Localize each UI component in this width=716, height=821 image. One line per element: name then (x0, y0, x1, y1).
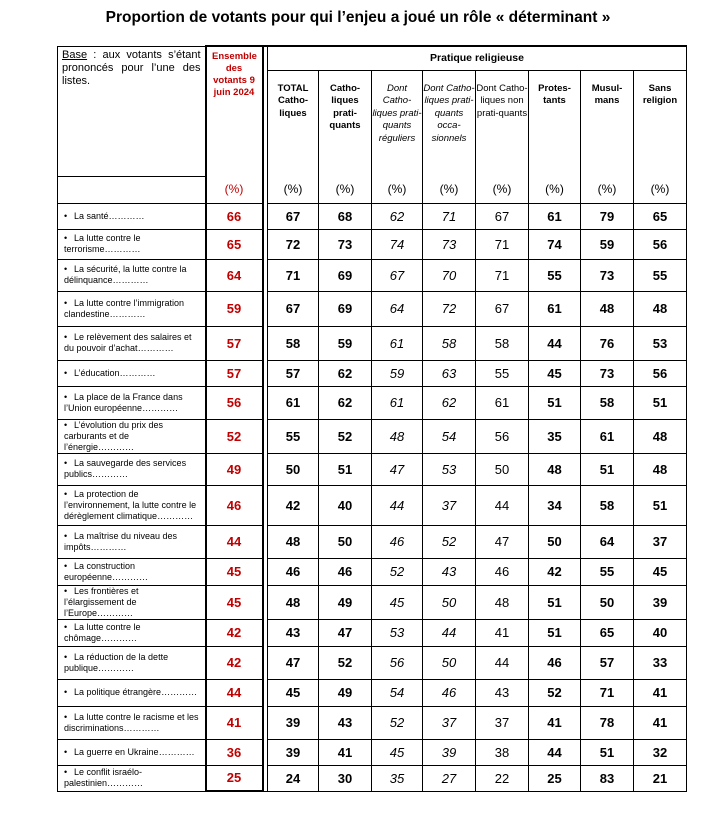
leader-dots: ………… (158, 746, 195, 757)
value-cell: 50 (476, 453, 529, 485)
row-label-text: La place de la France dans l’Union européenne (64, 391, 183, 413)
ensemble-value: 57 (206, 326, 263, 360)
pratique-header: Pratique religieuse (268, 46, 687, 70)
value-cell: 79 (581, 203, 634, 229)
value-cell: 37 (423, 706, 476, 739)
value-cell: 45 (372, 585, 423, 619)
value-cell: 71 (476, 229, 529, 259)
column-header: TOTAL Catho-liques (268, 70, 319, 176)
ensemble-value: 52 (206, 419, 263, 453)
value-cell: 34 (529, 485, 581, 525)
value-cell: 56 (476, 419, 529, 453)
table-row (58, 259, 687, 291)
value-cell: 61 (372, 326, 423, 360)
value-cell: 48 (634, 453, 687, 485)
value-cell: 65 (634, 203, 687, 229)
value-cell: 22 (476, 765, 529, 791)
table-row (58, 525, 687, 558)
value-cell: 58 (423, 326, 476, 360)
ensemble-value: 44 (206, 525, 263, 558)
value-cell: 71 (581, 679, 634, 706)
value-cell: 51 (634, 485, 687, 525)
value-cell: 61 (476, 386, 529, 419)
value-cell: 46 (268, 558, 319, 585)
ensemble-value: 42 (206, 619, 263, 646)
table-row (58, 386, 687, 419)
row-label (58, 326, 206, 360)
ensemble-value: 59 (206, 291, 263, 326)
table-row (58, 679, 687, 706)
value-cell: 33 (634, 646, 687, 679)
value-cell: 46 (372, 525, 423, 558)
leader-dots: ………… (142, 402, 179, 413)
value-cell: 50 (423, 585, 476, 619)
value-cell: 64 (581, 525, 634, 558)
row-label-text: Les frontières et l’élargissement de l’Europe (64, 585, 139, 618)
bullet-icon: • (64, 687, 68, 697)
value-cell: 46 (319, 558, 372, 585)
value-cell: 37 (423, 485, 476, 525)
value-cell: 57 (268, 360, 319, 386)
row-label (58, 453, 206, 485)
ensemble-header-label: Ensemble des votants 9 juin 2024 (212, 51, 257, 98)
bullet-icon: • (64, 711, 68, 722)
value-cell: 40 (634, 619, 687, 646)
value-cell: 53 (423, 453, 476, 485)
ensemble-value: 45 (206, 585, 263, 619)
row-label-text: Le conflit israélo-palestinien (64, 767, 143, 788)
value-cell: 73 (423, 229, 476, 259)
value-cell: 45 (634, 558, 687, 585)
leader-dots: ………… (161, 687, 198, 697)
value-cell: 35 (529, 419, 581, 453)
value-cell: 43 (423, 558, 476, 585)
table-row (58, 619, 687, 646)
value-cell: 71 (423, 203, 476, 229)
bullet-icon: • (64, 367, 68, 378)
leader-dots: ………… (157, 510, 194, 521)
bullet-icon: • (64, 210, 68, 221)
value-cell: 47 (268, 646, 319, 679)
unit-label: (%) (634, 176, 687, 203)
table-row (58, 326, 687, 360)
base-label: Base (62, 48, 88, 61)
value-cell: 47 (372, 453, 423, 485)
unit-label: (%) (423, 176, 476, 203)
leader-dots: ………… (90, 541, 127, 552)
value-cell: 53 (372, 619, 423, 646)
bullet-icon: • (64, 458, 68, 468)
value-cell: 44 (476, 646, 529, 679)
row-label-text: Le relèvement des salaires et du pouvoir d’achat (64, 332, 192, 353)
leader-dots: ………… (104, 244, 141, 254)
value-cell: 59 (372, 360, 423, 386)
value-cell: 61 (581, 419, 634, 453)
base-note (58, 46, 206, 176)
leader-dots: ………… (137, 343, 174, 353)
table-row (58, 229, 687, 259)
value-cell: 43 (476, 679, 529, 706)
row-label (58, 360, 206, 386)
ensemble-header (206, 46, 263, 176)
value-cell: 44 (372, 485, 423, 525)
column-header: Musul-mans (581, 70, 634, 176)
row-label (58, 739, 206, 765)
value-cell: 49 (319, 585, 372, 619)
value-cell: 56 (372, 646, 423, 679)
ensemble-value: 44 (206, 679, 263, 706)
value-cell: 67 (476, 203, 529, 229)
value-cell: 44 (529, 739, 581, 765)
table-row (58, 765, 687, 791)
value-cell: 50 (529, 525, 581, 558)
bullet-icon: • (64, 560, 68, 571)
value-cell: 32 (634, 739, 687, 765)
value-cell: 37 (476, 706, 529, 739)
value-cell: 55 (529, 259, 581, 291)
row-label (58, 203, 206, 229)
ensemble-value: 66 (206, 203, 263, 229)
value-cell: 50 (319, 525, 372, 558)
value-cell: 61 (529, 203, 581, 229)
value-cell: 39 (423, 739, 476, 765)
value-cell: 50 (581, 585, 634, 619)
table-row (58, 453, 687, 485)
value-cell: 51 (529, 619, 581, 646)
value-cell: 51 (581, 739, 634, 765)
value-cell: 54 (372, 679, 423, 706)
value-cell: 56 (634, 360, 687, 386)
value-cell: 48 (268, 525, 319, 558)
row-label (58, 291, 206, 326)
bullet-icon: • (64, 332, 68, 342)
table-row (58, 419, 687, 453)
value-cell: 47 (476, 525, 529, 558)
value-cell: 61 (529, 291, 581, 326)
ensemble-value: 42 (206, 646, 263, 679)
value-cell: 67 (476, 291, 529, 326)
value-cell: 52 (372, 706, 423, 739)
ensemble-value: 49 (206, 453, 263, 485)
value-cell: 52 (423, 525, 476, 558)
value-cell: 42 (268, 485, 319, 525)
value-cell: 69 (319, 291, 372, 326)
value-cell: 35 (372, 765, 423, 791)
leader-dots: ………… (92, 469, 129, 479)
table-row (58, 360, 687, 386)
bullet-icon: • (64, 419, 68, 430)
value-cell: 71 (268, 259, 319, 291)
value-cell: 45 (268, 679, 319, 706)
value-cell: 43 (268, 619, 319, 646)
row-label-text: La lutte contre le chômage (64, 621, 141, 643)
value-cell: 30 (319, 765, 372, 791)
value-cell: 51 (529, 585, 581, 619)
value-cell: 70 (423, 259, 476, 291)
bullet-icon: • (64, 297, 68, 308)
column-header: Dont Catho-liques prati-quants réguliers (372, 70, 423, 176)
value-cell: 38 (476, 739, 529, 765)
results-table (57, 45, 687, 792)
value-cell: 40 (319, 485, 372, 525)
table-row (58, 203, 687, 229)
value-cell: 56 (634, 229, 687, 259)
value-cell: 46 (423, 679, 476, 706)
value-cell: 51 (319, 453, 372, 485)
column-header: Protes-tants (529, 70, 581, 176)
value-cell: 62 (372, 203, 423, 229)
bullet-icon: • (64, 488, 68, 499)
value-cell: 55 (634, 259, 687, 291)
row-label (58, 229, 206, 259)
row-label-text: La réduction de la dette publique (64, 651, 169, 673)
value-cell: 73 (581, 360, 634, 386)
row-label-text: La sécurité, la lutte contre la délinquance (64, 264, 187, 285)
value-cell: 51 (529, 386, 581, 419)
value-cell: 27 (423, 765, 476, 791)
row-label (58, 386, 206, 419)
leader-dots: ………… (123, 722, 160, 733)
row-label (58, 619, 206, 646)
ensemble-value: 46 (206, 485, 263, 525)
value-cell: 61 (268, 386, 319, 419)
value-cell: 46 (476, 558, 529, 585)
value-cell: 83 (581, 765, 634, 791)
value-cell: 44 (423, 619, 476, 646)
value-cell: 57 (581, 646, 634, 679)
ensemble-value: 36 (206, 739, 263, 765)
unit-label: (%) (529, 176, 581, 203)
column-header: Dont Catho-liques non prati-quants (476, 70, 529, 176)
leader-dots: ………… (97, 607, 134, 618)
row-label-text: La santé (74, 210, 109, 221)
value-cell: 48 (581, 291, 634, 326)
value-cell: 39 (268, 739, 319, 765)
value-cell: 49 (319, 679, 372, 706)
value-cell: 63 (423, 360, 476, 386)
value-cell: 50 (268, 453, 319, 485)
value-cell: 67 (268, 203, 319, 229)
unit-label: (%) (206, 176, 263, 203)
value-cell: 73 (581, 259, 634, 291)
value-cell: 50 (423, 646, 476, 679)
ensemble-value: 25 (206, 765, 263, 791)
value-cell: 48 (529, 453, 581, 485)
value-cell: 48 (268, 585, 319, 619)
row-label-text: La lutte contre le terrorisme (64, 233, 141, 254)
value-cell: 43 (319, 706, 372, 739)
value-cell: 65 (581, 619, 634, 646)
unit-label: (%) (268, 176, 319, 203)
leader-dots: ………… (98, 441, 135, 452)
value-cell: 55 (581, 558, 634, 585)
row-label (58, 485, 206, 525)
ensemble-value: 65 (206, 229, 263, 259)
column-header: Sans religion (634, 70, 687, 176)
value-cell: 39 (268, 706, 319, 739)
table-row (58, 646, 687, 679)
bullet-icon: • (64, 621, 68, 632)
value-cell: 37 (634, 525, 687, 558)
row-label-text: La lutte contre l’immigration clandestine (64, 297, 185, 319)
value-cell: 67 (372, 259, 423, 291)
row-label-text: La lutte contre le racisme et les discriminations (64, 711, 199, 733)
row-label (58, 259, 206, 291)
row-label (58, 765, 206, 791)
table-row (58, 485, 687, 525)
value-cell: 51 (634, 386, 687, 419)
value-cell: 44 (529, 326, 581, 360)
value-cell: 42 (529, 558, 581, 585)
value-cell: 52 (529, 679, 581, 706)
value-cell: 41 (634, 679, 687, 706)
value-cell: 72 (268, 229, 319, 259)
row-label (58, 679, 206, 706)
row-label (58, 558, 206, 585)
row-label (58, 585, 206, 619)
value-cell: 53 (634, 326, 687, 360)
bullet-icon: • (64, 391, 68, 402)
row-label-text: L’évolution du prix des carburants et de l’énergie (64, 419, 164, 452)
value-cell: 64 (372, 291, 423, 326)
bullet-icon: • (64, 233, 68, 243)
table-row (58, 739, 687, 765)
value-cell: 62 (319, 360, 372, 386)
value-cell: 39 (634, 585, 687, 619)
value-cell: 58 (581, 386, 634, 419)
table-row (58, 706, 687, 739)
value-cell: 54 (423, 419, 476, 453)
row-label-text: La politique étrangère (74, 687, 162, 697)
leader-dots: ………… (112, 275, 149, 285)
value-cell: 45 (529, 360, 581, 386)
value-cell: 52 (372, 558, 423, 585)
ensemble-value: 41 (206, 706, 263, 739)
value-cell: 46 (529, 646, 581, 679)
bullet-icon: • (64, 530, 68, 541)
page-title: Proportion de votants pour qui l’enjeu a joué un rôle « déterminant » (105, 9, 611, 26)
bullet-icon: • (64, 767, 68, 777)
row-label (58, 419, 206, 453)
value-cell: 69 (319, 259, 372, 291)
bullet-icon: • (64, 585, 68, 596)
row-label-text: La maîtrise du niveau des impôts (64, 530, 178, 552)
value-cell: 59 (319, 326, 372, 360)
unit-label: (%) (372, 176, 423, 203)
value-cell: 58 (581, 485, 634, 525)
value-cell: 58 (268, 326, 319, 360)
row-label-text: La sauvegarde des services publics (64, 458, 187, 479)
value-cell: 74 (372, 229, 423, 259)
ensemble-value: 57 (206, 360, 263, 386)
table-row (58, 585, 687, 619)
leader-dots: ………… (112, 571, 149, 582)
value-cell: 45 (372, 739, 423, 765)
row-label (58, 646, 206, 679)
row-label-text: La guerre en Ukraine (74, 746, 159, 757)
value-cell: 44 (476, 485, 529, 525)
value-cell: 41 (529, 706, 581, 739)
base-text: : aux votants s’étant prononcés pour l’une des listes. (62, 48, 201, 87)
leader-dots: ………… (108, 210, 145, 221)
value-cell: 25 (529, 765, 581, 791)
value-cell: 48 (634, 291, 687, 326)
row-label-text: La protection de l’environnement, la lutte contre le dérèglement climatique (64, 488, 197, 521)
leader-dots: ………… (119, 367, 156, 378)
value-cell: 59 (581, 229, 634, 259)
leader-dots: ………… (107, 778, 144, 788)
column-header: Dont Catho-liques prati-quants occa-sionnels (423, 70, 476, 176)
value-cell: 48 (634, 419, 687, 453)
value-cell: 21 (634, 765, 687, 791)
leader-dots: ………… (101, 632, 138, 643)
value-cell: 41 (634, 706, 687, 739)
value-cell: 51 (581, 453, 634, 485)
value-cell: 62 (319, 386, 372, 419)
unit-label: (%) (476, 176, 529, 203)
value-cell: 76 (581, 326, 634, 360)
column-header: Catho-liques prati-quants (319, 70, 372, 176)
value-cell: 62 (423, 386, 476, 419)
value-cell: 67 (268, 291, 319, 326)
ensemble-value: 56 (206, 386, 263, 419)
value-cell: 58 (476, 326, 529, 360)
value-cell: 41 (476, 619, 529, 646)
row-label-text: La construction européenne (64, 560, 136, 582)
bullet-icon: • (64, 746, 68, 757)
value-cell: 52 (319, 419, 372, 453)
value-cell: 52 (319, 646, 372, 679)
value-cell: 47 (319, 619, 372, 646)
value-cell: 71 (476, 259, 529, 291)
value-cell: 24 (268, 765, 319, 791)
value-cell: 55 (268, 419, 319, 453)
unit-label: (%) (319, 176, 372, 203)
table-row (58, 291, 687, 326)
value-cell: 72 (423, 291, 476, 326)
value-cell: 74 (529, 229, 581, 259)
ensemble-value: 64 (206, 259, 263, 291)
value-cell: 68 (319, 203, 372, 229)
value-cell: 48 (372, 419, 423, 453)
leader-dots: ………… (98, 662, 135, 673)
value-cell: 41 (319, 739, 372, 765)
value-cell: 61 (372, 386, 423, 419)
value-cell: 55 (476, 360, 529, 386)
value-cell: 78 (581, 706, 634, 739)
row-label-text: L’éducation (74, 367, 120, 378)
bullet-icon: • (64, 651, 68, 662)
value-cell: 48 (476, 585, 529, 619)
ensemble-value: 45 (206, 558, 263, 585)
row-label (58, 706, 206, 739)
value-cell: 73 (319, 229, 372, 259)
unit-label: (%) (581, 176, 634, 203)
unit-row-blank (58, 176, 206, 203)
row-label (58, 525, 206, 558)
bullet-icon: • (64, 264, 68, 274)
table-row (58, 558, 687, 585)
leader-dots: ………… (109, 308, 146, 319)
